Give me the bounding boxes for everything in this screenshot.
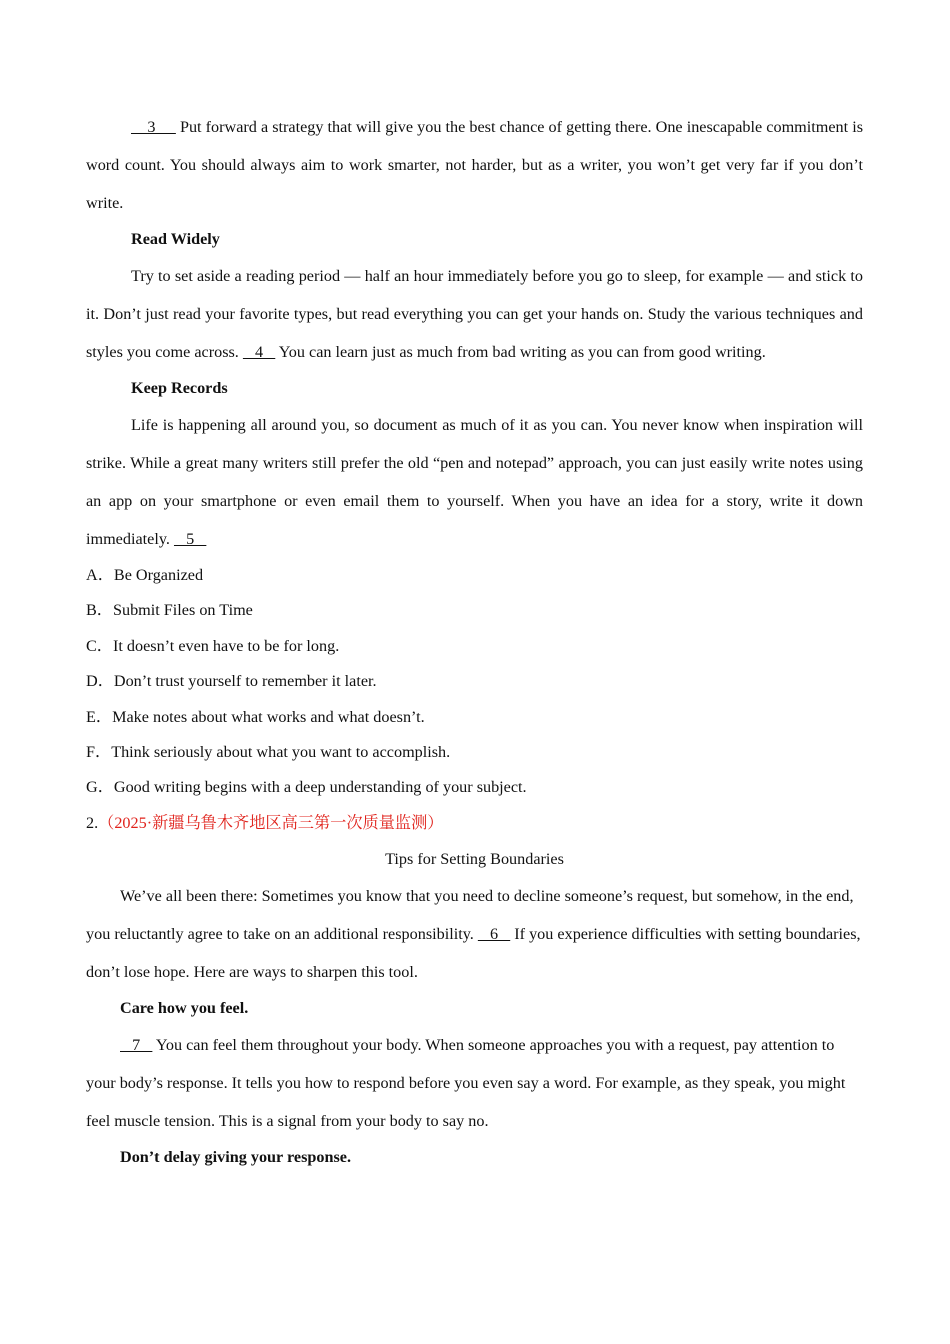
option-g bbox=[86, 770, 863, 805]
paragraph-text: You can learn just as much from bad writing as you can from good writing. bbox=[275, 343, 766, 361]
option-letter: C． bbox=[86, 636, 113, 655]
paragraph-text: We’ve all been there: Sometimes you know that you need to decline someone’s request, but somehow, in the end, you reluctantly agree to take on an additional responsibility. bbox=[86, 886, 854, 943]
paragraph-strategy bbox=[86, 108, 863, 222]
blank-6: 6 bbox=[477, 924, 511, 943]
option-text: Good writing begins with a deep understanding of your subject. bbox=[113, 778, 527, 797]
option-text: Submit Files on Time bbox=[112, 601, 253, 620]
option-text: Think seriously about what you want to accomplish. bbox=[111, 743, 451, 762]
option-letter: F． bbox=[86, 743, 112, 762]
option-a bbox=[86, 558, 863, 593]
blank-3: 3 bbox=[131, 118, 176, 136]
option-text: Make notes about what works and what doesn’t. bbox=[112, 707, 425, 726]
option-text: Don’t trust yourself to remember it later. bbox=[113, 672, 377, 691]
paragraph-text: You can feel them throughout your body. When someone approaches you with a request, pay attention to your body’s response. It tells you how to respond before you even say a word. For example, as they speak, you might feel muscle tension. This is a signal from your body to say no. bbox=[86, 1035, 846, 1130]
option-f bbox=[86, 735, 863, 770]
option-text: It doesn’t even have to be for long. bbox=[112, 636, 340, 655]
options-list bbox=[86, 558, 863, 806]
option-letter: B． bbox=[86, 601, 113, 620]
option-letter: G． bbox=[86, 778, 114, 797]
document-content bbox=[86, 108, 863, 1175]
question-number: 2. bbox=[86, 813, 99, 832]
blank-4: 4 bbox=[242, 343, 276, 361]
heading-care-how-you-feel: Care how you feel. bbox=[120, 998, 249, 1017]
paragraph-records bbox=[86, 406, 863, 558]
paragraph-text: If you experience difficulties with setting boundaries, don’t lose hope. Here are ways to sharpen this tool. bbox=[86, 924, 861, 981]
option-text: Be Organized bbox=[113, 566, 204, 584]
option-b bbox=[86, 593, 863, 628]
question-header bbox=[86, 806, 863, 841]
option-c bbox=[86, 629, 863, 664]
option-letter: E． bbox=[86, 707, 113, 726]
paragraph-text: Try to set aside a reading period — half an hour immediately before you go to sleep, for example — and stick to it. Don’t just read your favorite types, but read everything you can get your hands on. Study the various techniques and styles you come across. bbox=[86, 267, 863, 361]
option-letter: A． bbox=[86, 566, 114, 584]
heading-dont-delay: Don’t delay giving your response. bbox=[120, 1147, 351, 1166]
passage-title: Tips for Setting Boundaries bbox=[385, 849, 564, 868]
blank-7: 7 bbox=[120, 1035, 153, 1054]
option-d bbox=[86, 664, 863, 699]
paragraph-feelings bbox=[86, 1026, 863, 1140]
paragraph-boundaries bbox=[86, 877, 863, 991]
heading-read-widely: Read Widely bbox=[131, 230, 220, 248]
blank-5: 5 bbox=[173, 530, 207, 548]
paragraph-text: Put forward a strategy that will give you the best chance of getting there. One inescapable commitment is word count. You should always aim to work smarter, not harder, but as a writer, you won’t get very far if you don’t write. bbox=[86, 118, 863, 212]
heading-keep-records: Keep Records bbox=[131, 379, 228, 397]
option-letter: D． bbox=[86, 672, 114, 691]
paragraph-reading bbox=[86, 257, 863, 371]
question-source: （2025·新疆乌鲁木齐地区高三第一次质量监测） bbox=[98, 813, 444, 832]
option-e bbox=[86, 700, 863, 735]
paragraph-text: Life is happening all around you, so document as much of it as you can. You never know when inspiration will strike. While a great many writers still prefer the old “pen and notepad” approach, you can just easily write notes using an app on your smartphone or even email them to yourself. When you have an idea for a story, write it down immediately. bbox=[86, 416, 863, 548]
